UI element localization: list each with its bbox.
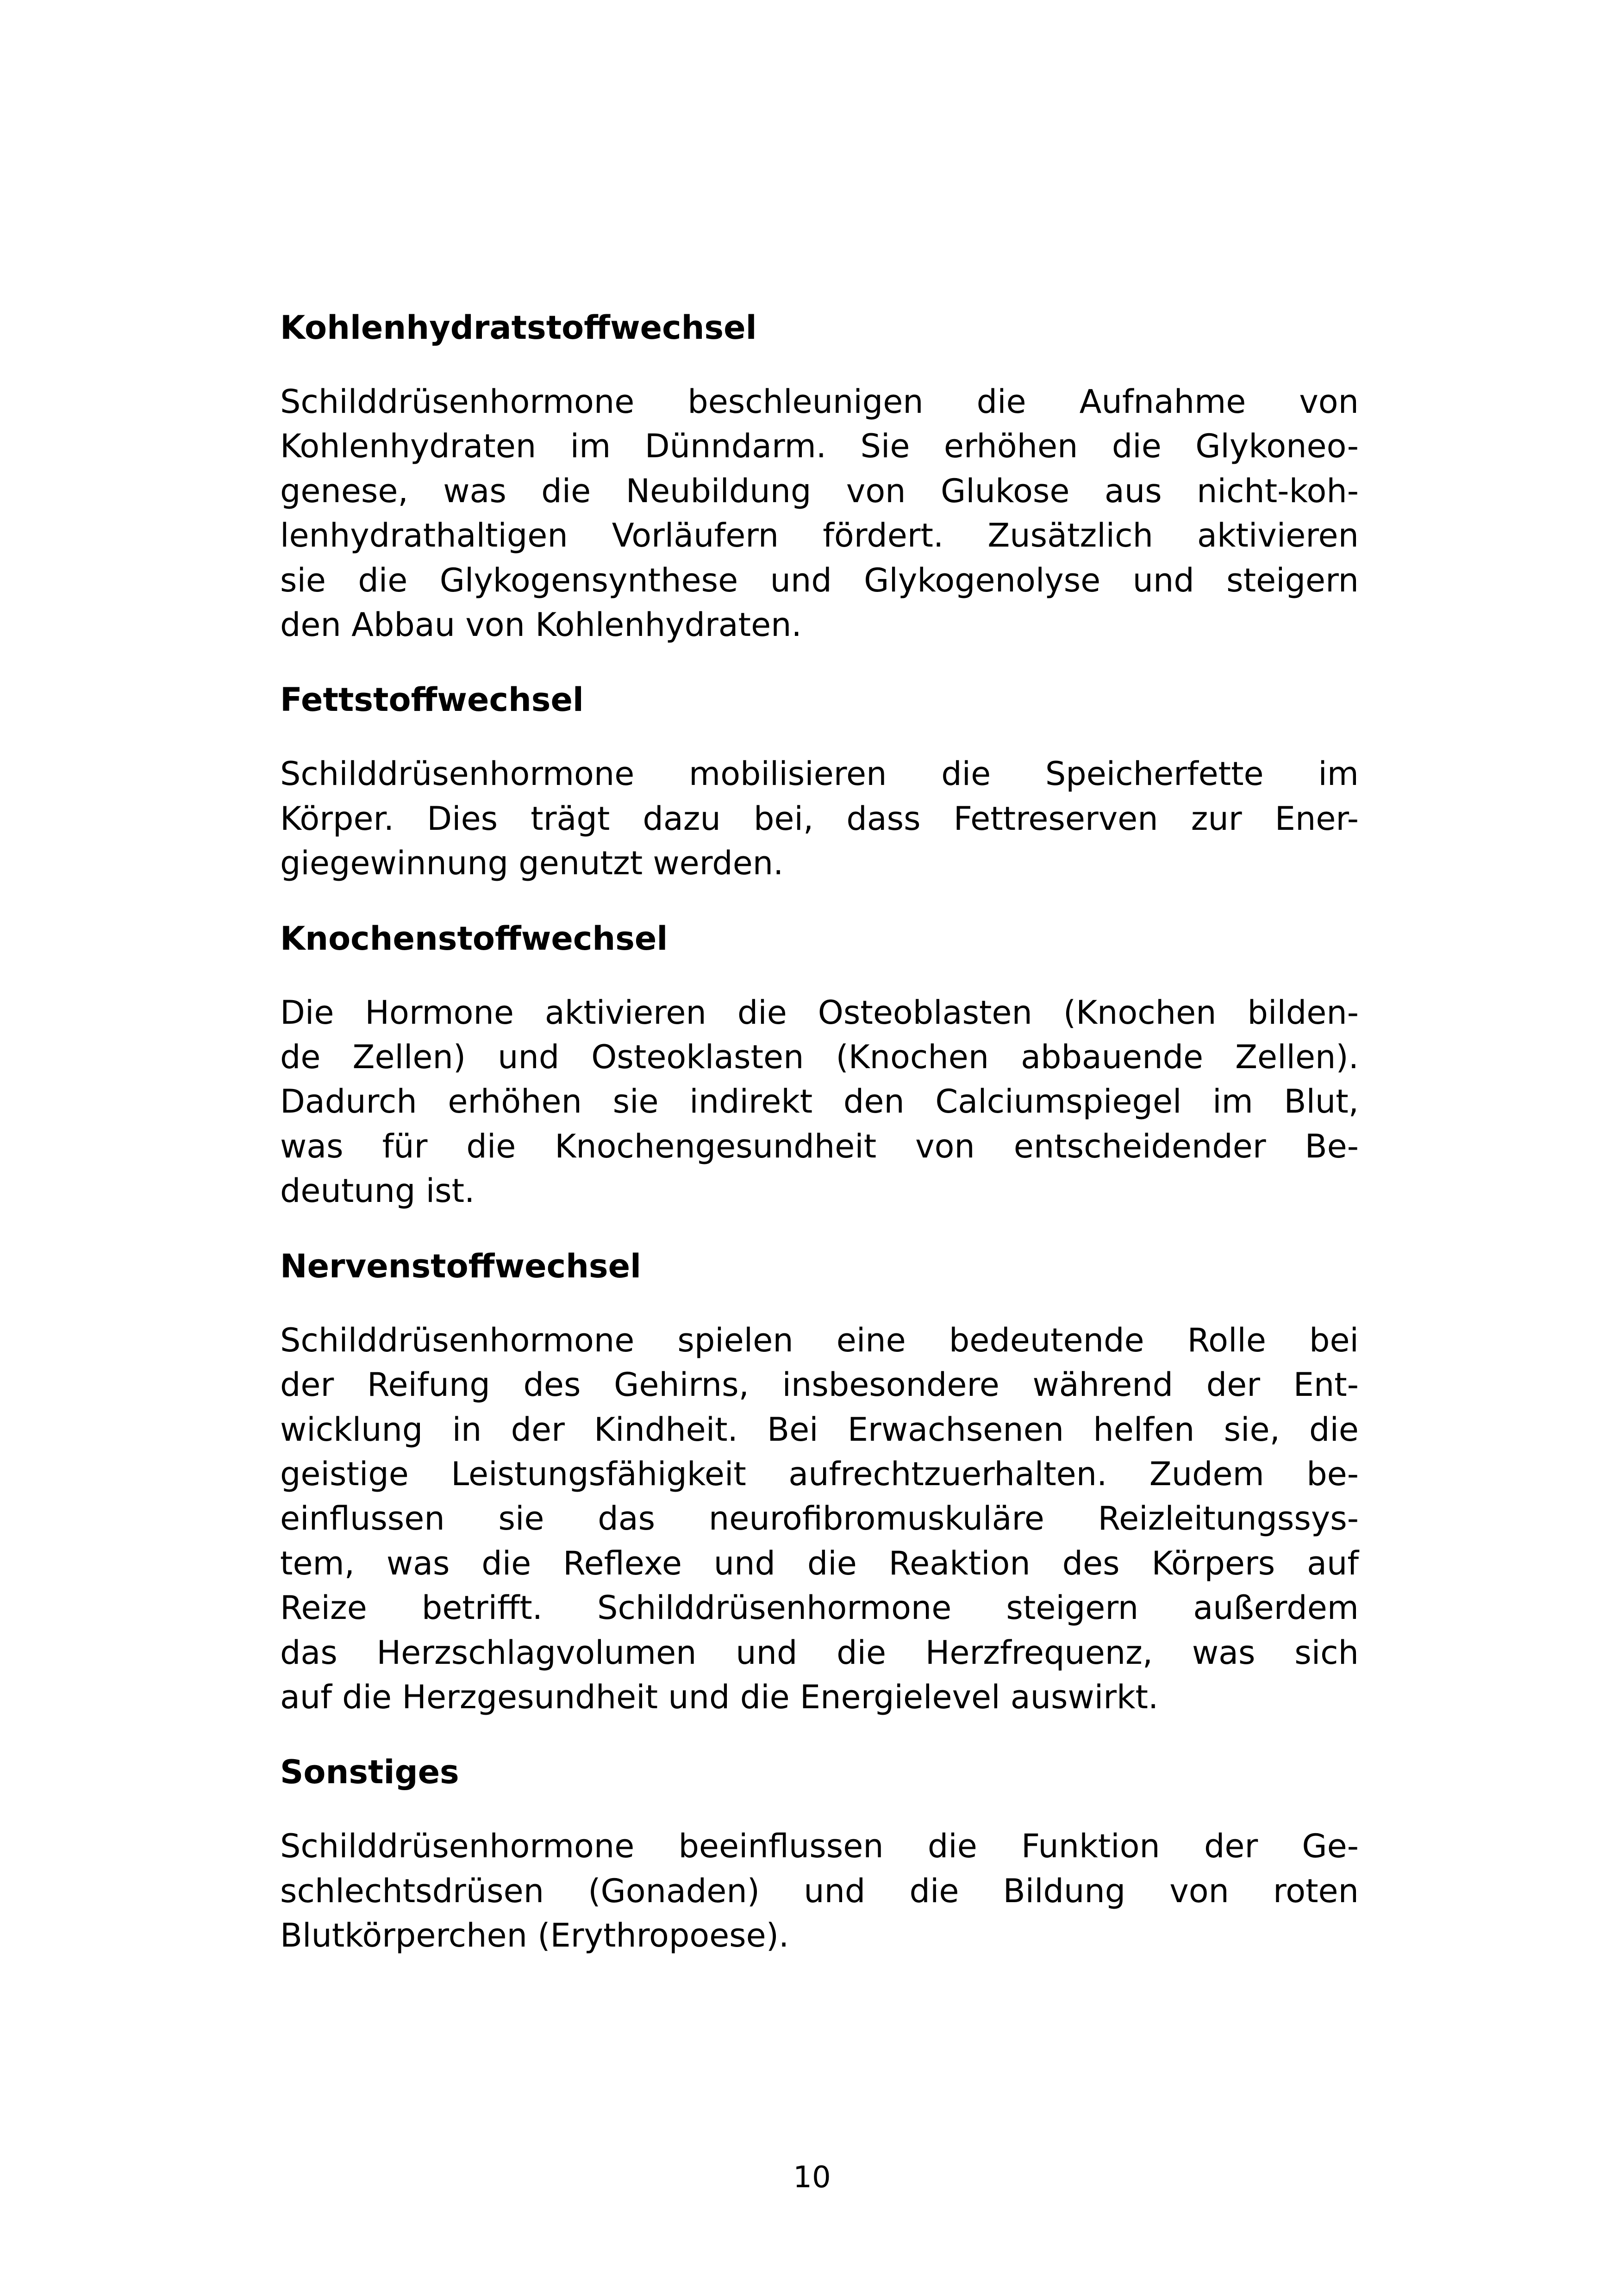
paragraph-line: wicklung in der Kindheit. Bei Erwachsenen helfen sie, die (280, 1410, 1359, 1449)
paragraph-line: Körper. Dies trägt dazu bei, dass Fettreserven zur Ener- (280, 799, 1359, 838)
paragraph-line: geistige Leistungsfähigkeit aufrechtzuerhalten. Zudem be- (280, 1455, 1359, 1493)
section-paragraph (280, 1318, 1359, 1720)
section-heading: Sonstiges (280, 1753, 459, 1792)
section-knochenstoffwechsel (280, 916, 1359, 1213)
paragraph-line: Kohlenhydraten im Dünndarm. Sie erhöhen die Glykoneo- (280, 427, 1359, 466)
section-paragraph (280, 380, 1359, 647)
paragraph-line: Schilddrüsenhormone mobilisieren die Speicherfette im (280, 755, 1359, 793)
section-sonstiges (280, 1750, 1359, 1958)
paragraph-line: Reize betrifft. Schilddrüsenhormone steigern außerdem (280, 1589, 1359, 1627)
section-fettstoffwechsel (280, 678, 1359, 885)
paragraph-line: Dadurch erhöhen sie indirekt den Calciumspiegel im Blut, (280, 1083, 1359, 1121)
paragraph-line: was für die Knochengesundheit von entscheidender Be- (280, 1127, 1359, 1165)
paragraph-line: Schilddrüsenhormone beschleunigen die Aufnahme von (280, 383, 1359, 421)
paragraph-line: Schilddrüsenhormone beeinflussen die Funktion der Ge- (280, 1827, 1359, 1866)
paragraph-line: einflussen sie das neurofibromuskuläre Reizleitungssys- (280, 1500, 1359, 1538)
paragraph-line: Blutkörperchen (Erythropoese). (280, 1916, 789, 1955)
section-paragraph (280, 1824, 1359, 1958)
section-paragraph (280, 990, 1359, 1213)
paragraph-line: Die Hormone aktivieren die Osteoblasten (Knochen bilden- (280, 993, 1359, 1032)
paragraph-line: deutung ist. (280, 1172, 475, 1210)
paragraph-line: auf die Herzgesundheit und die Energielevel auswirkt. (280, 1678, 1159, 1716)
paragraph-line: tem, was die Reflexe und die Reaktion des Körpers auf (280, 1544, 1359, 1582)
paragraph-line: der Reifung des Gehirns, insbesondere während der Ent- (280, 1366, 1359, 1404)
paragraph-line: das Herzschlagvolumen und die Herzfrequenz, was sich (280, 1633, 1359, 1672)
section-heading: Knochenstoffwechsel (280, 919, 668, 958)
section-kohlenhydratstoffwechsel (280, 305, 1359, 647)
section-heading: Fettstoffwechsel (280, 681, 584, 719)
section-heading: Kohlenhydratstoffwechsel (280, 309, 757, 347)
paragraph-line: genese, was die Neubildung von Glukose aus nicht-koh- (280, 472, 1359, 510)
paragraph-line: schlechtsdrüsen (Gonaden) und die Bildung von roten (280, 1872, 1359, 1910)
section-nervenstoffwechsel (280, 1244, 1359, 1720)
paragraph-line: sie die Glykogensynthese und Glykogenolyse und steigern (280, 561, 1359, 599)
paragraph-line: lenhydrathaltigen Vorläufern fördert. Zusätzlich aktivieren (280, 516, 1359, 555)
section-heading: Nervenstoffwechsel (280, 1247, 642, 1285)
paragraph-line: giegewinnung genutzt werden. (280, 844, 784, 883)
paragraph-line: Schilddrüsenhormone spielen eine bedeutende Rolle bei (280, 1321, 1359, 1359)
page-number: 10 (793, 2160, 831, 2195)
section-paragraph (280, 752, 1359, 885)
paragraph-line: den Abbau von Kohlenhydraten. (280, 606, 802, 644)
page-content (280, 305, 1359, 1989)
paragraph-line: de Zellen) und Osteoklasten (Knochen abbauende Zellen). (280, 1038, 1359, 1076)
